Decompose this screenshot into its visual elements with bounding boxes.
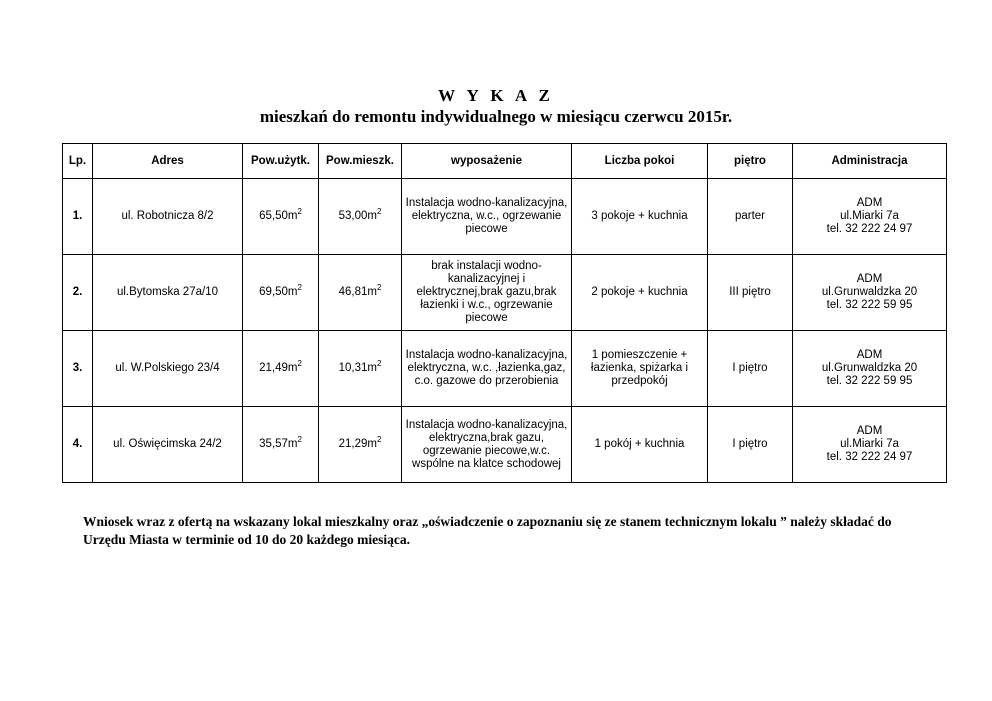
usable-area-value: 21,49 — [259, 362, 288, 374]
column-header-rooms: Liczba pokoi — [572, 144, 708, 179]
administration-name: ADM — [856, 425, 883, 437]
living-area-cell — [319, 331, 402, 407]
document-title: W Y K A Z — [438, 86, 554, 105]
living-area-value: 46,81 — [338, 286, 368, 298]
administration-name: ADM — [856, 197, 883, 209]
living-area-value: 21,29 — [338, 438, 368, 450]
administration-address: ul.Miarki 7a — [840, 210, 899, 222]
document-subtitle: mieszkań do remontu indywidualnego w miesiącu czerwcu 2015r. — [259, 107, 733, 126]
floor-cell: parter — [708, 179, 793, 255]
living-area-cell — [319, 255, 402, 331]
area-exponent: 2 — [376, 207, 382, 217]
administration-cell — [793, 407, 947, 483]
area-unit: m — [287, 438, 298, 450]
column-header-lp: Lp. — [63, 144, 93, 179]
rooms-cell: 2 pokoje + kuchnia — [572, 255, 708, 331]
area-unit: m — [287, 210, 298, 222]
table-row — [63, 407, 947, 483]
usable-area-cell — [243, 331, 319, 407]
equipment-cell: Instalacja wodno-kanalizacyjna, elektryczna, w.c., ogrzewanie piecowe — [402, 179, 572, 255]
living-area-cell — [319, 407, 402, 483]
area-exponent: 2 — [376, 283, 382, 293]
row-number: 3. — [63, 331, 93, 407]
living-area-value: 10,31 — [338, 362, 368, 374]
address-cell: ul. Robotnicza 8/2 — [93, 179, 243, 255]
equipment-cell: Instalacja wodno-kanalizacyjna, elektryczna, w.c. ,łazienka,gaz, c.o. gazowe do przerobienia — [402, 331, 572, 407]
equipment-cell: brak instalacji wodno-kanalizacyjnej i elektrycznej,brak gazu,brak łazienki i w.c., ogrzewanie piecowe — [402, 255, 572, 331]
administration-address: ul.Miarki 7a — [840, 438, 899, 450]
usable-area-value: 35,57 — [259, 438, 288, 450]
living-area-value: 53,00 — [338, 210, 368, 222]
rooms-cell: 1 pomieszczenie + łazienka, spiżarka i przedpokój — [572, 331, 708, 407]
administration-phone: tel. 32 222 24 97 — [826, 223, 913, 235]
area-unit: m — [367, 210, 377, 222]
administration-cell — [793, 179, 947, 255]
column-header-equipment: wyposażenie — [402, 144, 572, 179]
area-exponent: 2 — [297, 359, 302, 369]
usable-area-cell — [243, 179, 319, 255]
apartments-table — [62, 143, 947, 483]
table-header-row — [63, 144, 947, 179]
area-unit: m — [287, 286, 298, 298]
table-row — [63, 255, 947, 331]
administration-address: ul.Grunwaldzka 20 — [821, 286, 918, 298]
table-row — [63, 179, 947, 255]
usable-area-value: 65,50 — [259, 210, 288, 222]
administration-cell — [793, 331, 947, 407]
area-unit: m — [367, 286, 377, 298]
column-header-living-area: Pow.mieszk. — [319, 144, 402, 179]
floor-cell: III piętro — [708, 255, 793, 331]
address-cell: ul.Bytomska 27a/10 — [93, 255, 243, 331]
living-area-cell — [319, 179, 402, 255]
column-header-floor: piętro — [708, 144, 793, 179]
area-unit: m — [367, 362, 377, 374]
row-number: 2. — [63, 255, 93, 331]
administration-name: ADM — [856, 349, 883, 361]
row-number: 4. — [63, 407, 93, 483]
usable-area-value: 69,50 — [259, 286, 288, 298]
administration-phone: tel. 32 222 59 95 — [826, 299, 913, 311]
area-exponent: 2 — [297, 207, 302, 217]
area-unit: m — [367, 438, 377, 450]
usable-area-cell — [243, 407, 319, 483]
administration-phone: tel. 32 222 24 97 — [826, 451, 913, 463]
administration-phone: tel. 32 222 59 95 — [826, 375, 913, 387]
area-unit: m — [287, 362, 298, 374]
area-exponent: 2 — [376, 359, 382, 369]
administration-name: ADM — [856, 273, 883, 285]
address-cell: ul. Oświęcimska 24/2 — [93, 407, 243, 483]
equipment-cell: Instalacja wodno-kanalizacyjna, elektryczna,brak gazu, ogrzewanie piecowe,w.c. wspólne na klatce schodowej — [402, 407, 572, 483]
column-header-administration: Administracja — [793, 144, 947, 179]
row-number: 1. — [63, 179, 93, 255]
address-cell: ul. W.Polskiego 23/4 — [93, 331, 243, 407]
area-exponent: 2 — [297, 283, 302, 293]
administration-cell — [793, 255, 947, 331]
column-header-address: Adres — [93, 144, 243, 179]
usable-area-cell — [243, 255, 319, 331]
area-exponent: 2 — [297, 435, 302, 445]
rooms-cell: 1 pokój + kuchnia — [572, 407, 708, 483]
administration-address: ul.Grunwaldzka 20 — [821, 362, 918, 374]
area-exponent: 2 — [376, 435, 382, 445]
floor-cell: I piętro — [708, 331, 793, 407]
table-row — [63, 331, 947, 407]
column-header-usable-area: Pow.użytk. — [243, 144, 319, 179]
floor-cell: I piętro — [708, 407, 793, 483]
application-note: Wniosek wraz z ofertą na wskazany lokal mieszkalny oraz „oświadczenie o zapoznaniu się ze stanem technicznym lokalu ” należy składać do Urzędu Miasta w terminie od 10 do 20 każdego miesiąca. — [83, 514, 892, 547]
rooms-cell: 3 pokoje + kuchnia — [572, 179, 708, 255]
